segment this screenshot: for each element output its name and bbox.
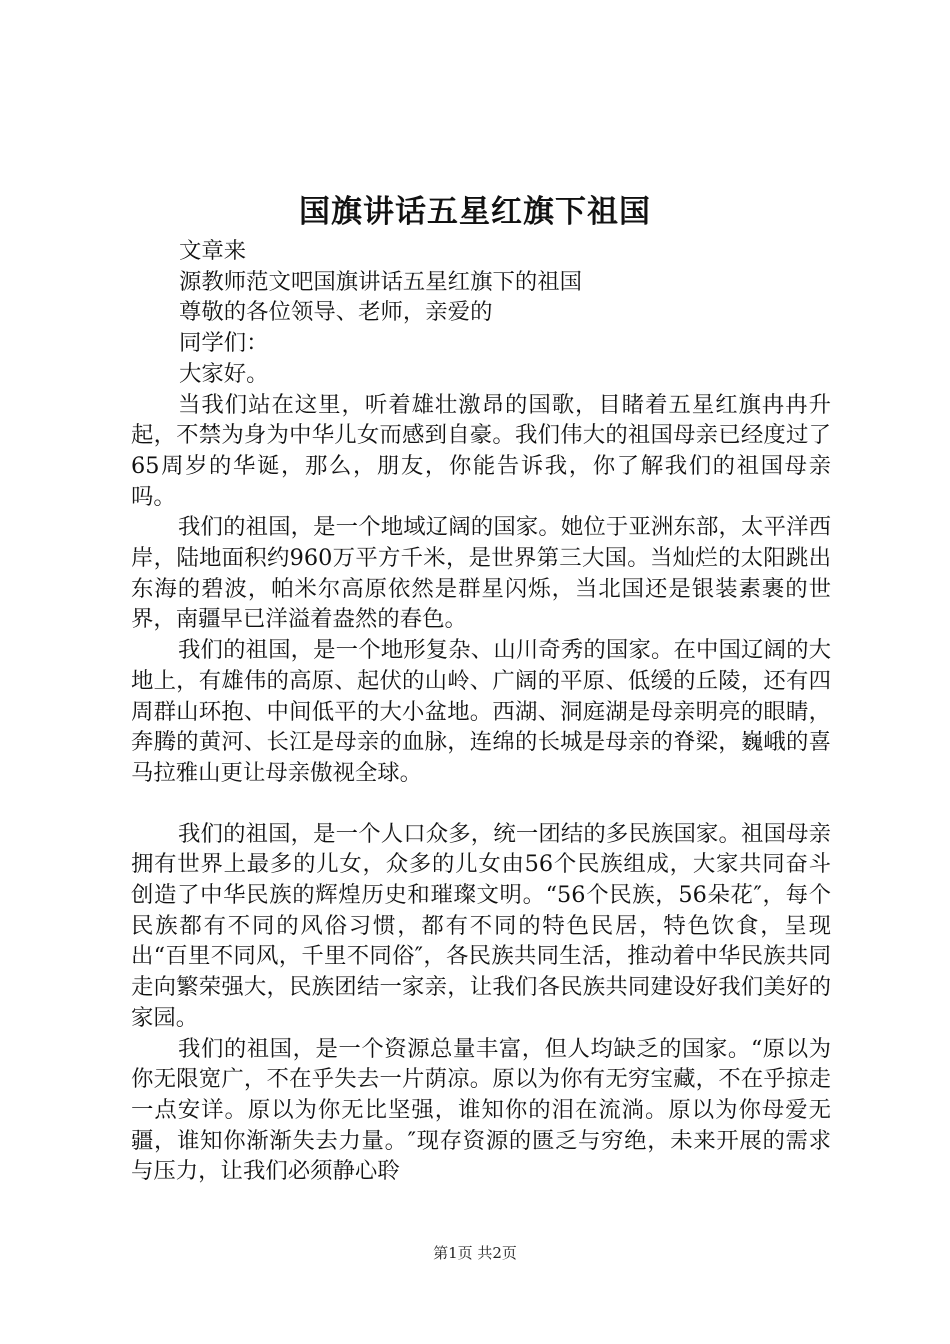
paragraph: 我们的祖国，是一个地形复杂、山川奇秀的国家。在中国辽阔的大地上，有雄伟的高原、起伏的山岭、广阔的平原、低缓的丘陵，还有四周群山环抱、中间低平的大小盆地。西湖、洞庭湖是母亲明亮的眼睛，奔腾的黄河、长江是母亲的血脉，连绵的长城是母亲的脊梁，巍峨的喜马拉雅山更让母亲傲视全球。	[131, 637, 831, 786]
paragraph: 我们的祖国，是一个资源总量丰富，但人均缺乏的国家。“原以为你无限宽广，不在乎失去一片荫凉。原以为你有无穷宝藏，不在乎掠走一点安详。原以为你无比坚强，谁知你的泪在流淌。原以为你母爱无疆，谁知你渐渐失去力量。″现存资源的匮乏与穷绝，未来开展的需求与压力，让我们必须静心聆	[131, 1035, 831, 1185]
paragraph: 当我们站在这里，听着雄壮激昂的国歌，目睹着五星红旗冉冉升起，不禁为身为中华儿女而感到自豪。我们伟大的祖国母亲已经度过了65周岁的华诞，那么，朋友，你能告诉我，你了解我们的祖国母亲吗。	[131, 391, 831, 510]
document-title: 国旗讲话五星红旗下祖国	[299, 194, 651, 230]
paragraph: 我们的祖国，是一个地域辽阔的国家。她位于亚洲东部，太平洋西岸，陆地面积约960万平方千米，是世界第三大国。当灿烂的太阳跳出东海的碧波，帕米尔高原依然是群星闪烁，当北国还是银装素裹的世界，南疆早已洋溢着盎然的春色。	[131, 514, 831, 633]
page-footer: 第1页 共2页	[433, 1244, 517, 1262]
paragraph: 我们的祖国，是一个人口众多，统一团结的多民族国家。祖国母亲拥有世界上最多的儿女，众多的儿女由56个民族组成，大家共同奋斗创造了中华民族的辉煌历史和璀璨文明。“56个民族，56朵花″，每个民族都有不同的风俗习惯，都有不同的特色民居，特色饮食，呈现出“百里不同风，千里不同俗″，各民族共同生活，推动着中华民族共同走向繁荣强大，民族团结一家亲，让我们各民族共同建设好我们美好的家园。	[131, 820, 831, 1031]
intro-line: 源教师范文吧国旗讲话五星红旗下的祖国	[179, 268, 583, 295]
intro-line: 同学们：	[179, 330, 269, 357]
greeting-line: 大家好。	[179, 360, 269, 387]
document-body	[131, 236, 831, 1187]
intro-line: 尊敬的各位领导、老师，亲爱的	[179, 299, 493, 326]
intro-line: 文章来	[179, 238, 247, 264]
